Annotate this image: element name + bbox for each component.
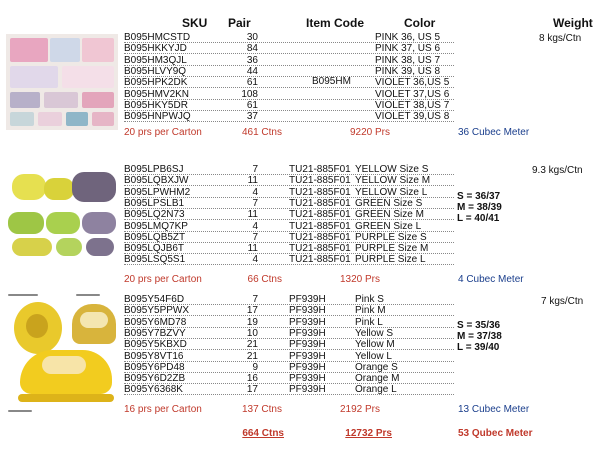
- color-cell: PINK 39, US 8: [375, 65, 441, 77]
- pair-cell: 108: [241, 88, 258, 100]
- color-cell: YELLOW Size S: [355, 164, 429, 175]
- color-cell: PINK 38, US 7: [375, 54, 441, 66]
- pair-cell: 84: [246, 43, 258, 55]
- item-code-cell: PF939H: [289, 305, 326, 317]
- sku-cell: B095HMV2KN: [124, 88, 190, 100]
- size-legend-group-3: [457, 320, 502, 353]
- sku-cell: B095LPSLB1: [124, 197, 185, 209]
- item-code-cell: TU21-885F01: [289, 197, 351, 209]
- item-code-cell: TU21-885F01: [289, 220, 351, 232]
- sku-cell: B095HNPWJQ: [124, 111, 191, 123]
- pair-cell: 16: [246, 373, 258, 385]
- sku-cell: B095HKKYJD: [124, 43, 187, 55]
- pair-cell: 21: [246, 350, 258, 362]
- prs-group-2: 1320 Prs: [339, 274, 380, 285]
- item-code-cell: TU21-885F01: [289, 186, 351, 198]
- item-code-cell: TU21-885F01: [289, 175, 351, 187]
- item-code-cell: PF939H: [289, 373, 326, 385]
- color-cell: VIOLET 38,US 7: [375, 99, 450, 111]
- item-code-group-1: B095HM: [312, 76, 351, 87]
- sku-cell: B095Y54F6D: [124, 294, 185, 305]
- ctns-group-1: 461 Ctns: [241, 127, 282, 138]
- pair-cell: 37: [246, 111, 258, 123]
- item-code-cell: PF939H: [289, 350, 326, 362]
- color-cell: Yellow S: [355, 327, 393, 339]
- item-code-cell: PF939H: [289, 327, 326, 339]
- color-cell: Pink L: [355, 316, 383, 328]
- item-code-cell: PF939H: [289, 384, 326, 396]
- pair-cell: 19: [246, 316, 258, 328]
- item-code-cell: TU21-885F01: [289, 209, 351, 221]
- color-cell: VIOLET 36,US 5: [375, 77, 450, 89]
- color-cell: GREEN Size M: [355, 209, 424, 221]
- color-cell: YELLOW Size L: [355, 186, 428, 198]
- sku-cell: B095HLVY9Q: [124, 65, 187, 77]
- color-cell: PURPLE Size M: [355, 243, 429, 255]
- header-item-code: Item Code: [306, 16, 365, 30]
- color-cell: VIOLET 39,US 8: [375, 111, 450, 123]
- color-cell: Yellow L: [355, 350, 392, 362]
- item-code-cell: PF939H: [289, 361, 326, 373]
- weight-group-2: 9.3 kgs/Ctn: [532, 165, 583, 176]
- header-pair: Pair: [228, 16, 251, 30]
- sku-cell: B095LQB5ZT: [124, 231, 186, 243]
- header-color: Color: [404, 16, 436, 30]
- pair-cell: 10: [246, 327, 258, 339]
- prs-group-3: 2192 Prs: [339, 404, 380, 415]
- sku-cell: B095Y6368K: [124, 384, 183, 396]
- pair-cell: 9: [252, 361, 258, 373]
- pair-cell: 11: [247, 209, 258, 221]
- product-photo-slides-collage: [6, 34, 118, 130]
- item-code-cell: TU21-885F01: [289, 164, 351, 175]
- color-cell: YELLOW Size M: [355, 175, 431, 187]
- size-legend-m: M = 37/38: [457, 331, 502, 342]
- total-prs: 12732 Prs: [345, 428, 392, 439]
- pair-cell: 61: [246, 99, 258, 111]
- product-photo-yellow-clog: [4, 290, 122, 422]
- size-legend-s: S = 35/36: [457, 320, 501, 331]
- product-photo-fuzzy-slippers: [6, 168, 118, 260]
- color-cell: Orange S: [355, 361, 398, 373]
- row-divider: [124, 264, 454, 265]
- sku-cell: B095HMCSTD: [124, 32, 191, 43]
- pair-cell: 21: [246, 339, 258, 351]
- per-carton-group-3: 16 prs per Carton: [124, 404, 202, 415]
- color-cell: PURPLE Size L: [355, 254, 426, 266]
- size-legend-m: M = 38/39: [457, 202, 502, 213]
- pair-cell: 7: [252, 164, 258, 175]
- color-cell: Yellow M: [355, 339, 395, 351]
- color-cell: Pink S: [355, 294, 384, 305]
- sku-cell: B095Y6PD48: [124, 361, 185, 373]
- item-code-cell: TU21-885F01: [289, 254, 351, 266]
- sku-cell: B095LQJB6T: [124, 243, 185, 255]
- size-legend-l: L = 39/40: [457, 342, 500, 353]
- sku-cell: B095Y8VT16: [124, 350, 184, 362]
- item-code-cell: PF939H: [289, 294, 326, 305]
- sku-cell: B095LMQ7KP: [124, 220, 188, 232]
- color-cell: GREEN Size L: [355, 220, 422, 232]
- sku-cell: B095HM3QJL: [124, 54, 187, 66]
- pair-cell: 36: [246, 54, 258, 66]
- volume-group-1: 36 Cubec Meter: [458, 127, 530, 138]
- ctns-group-2: 66 Ctns: [247, 274, 282, 285]
- pair-cell: 61: [246, 77, 258, 89]
- size-legend-l: L = 40/41: [457, 213, 500, 224]
- weight-group-1: 8 kgs/Ctn: [539, 33, 582, 44]
- pair-cell: 30: [246, 32, 258, 43]
- row-divider: [124, 394, 454, 395]
- per-carton-group-1: 20 prs per Carton: [124, 127, 202, 138]
- color-cell: PINK 36, US 5: [375, 32, 441, 43]
- pair-cell: 17: [246, 384, 258, 396]
- prs-group-1: 9220 Prs: [349, 127, 390, 138]
- pair-cell: 7: [252, 231, 258, 243]
- ctns-group-3: 137 Ctns: [241, 404, 282, 415]
- total-volume: 53 Qubec Meter: [458, 428, 533, 439]
- sku-cell: B095LSQ5S1: [124, 254, 186, 266]
- pair-cell: 17: [246, 305, 258, 317]
- item-code-cell: TU21-885F01: [289, 231, 351, 243]
- sku-cell: B095LPWHM2: [124, 186, 191, 198]
- row-divider: [124, 121, 454, 122]
- sku-cell: B095Y6MD78: [124, 316, 187, 328]
- per-carton-group-2: 20 prs per Carton: [124, 274, 202, 285]
- total-ctns: 664 Ctns: [242, 428, 284, 439]
- header-sku: SKU: [182, 16, 208, 30]
- pair-cell: 11: [247, 243, 258, 255]
- color-cell: PINK 37, US 6: [375, 43, 441, 55]
- pair-cell: 11: [247, 175, 258, 187]
- color-cell: Orange M: [355, 373, 400, 385]
- color-cell: GREEN Size S: [355, 197, 423, 209]
- sku-cell: B095Y6D2ZB: [124, 373, 186, 385]
- pair-cell: 44: [246, 65, 258, 77]
- sku-cell: B095HPK2DK: [124, 77, 188, 89]
- color-cell: VIOLET 37,US 6: [375, 88, 450, 100]
- header-weight: Weight: [553, 16, 593, 30]
- sku-cell: B095Y5KBXD: [124, 339, 187, 351]
- size-legend-group-2: [457, 191, 502, 224]
- sku-cell: B095HKY5DR: [124, 99, 188, 111]
- item-code-cell: PF939H: [289, 316, 326, 328]
- volume-group-2: 4 Cubec Meter: [458, 274, 524, 285]
- sku-cell: B095LPB6SJ: [124, 164, 184, 175]
- sku-cell: B095Y5PPWX: [124, 305, 190, 317]
- pair-cell: 7: [252, 197, 258, 209]
- color-cell: Orange L: [355, 384, 397, 396]
- sku-cell: B095Y7BZVY: [124, 327, 186, 339]
- weight-group-3: 7 kgs/Ctn: [541, 296, 584, 307]
- pair-cell: 4: [252, 220, 258, 232]
- color-cell: PURPLE Size S: [355, 231, 427, 243]
- item-code-cell: TU21-885F01: [289, 243, 351, 255]
- color-cell: Pink M: [355, 305, 386, 317]
- pair-cell: 4: [252, 186, 258, 198]
- item-code-cell: PF939H: [289, 339, 326, 351]
- pair-cell: 7: [252, 294, 258, 305]
- pair-cell: 4: [252, 254, 258, 266]
- sku-cell: B095LQ2N73: [124, 209, 185, 221]
- volume-group-3: 13 Cubec Meter: [458, 404, 530, 415]
- size-legend-s: S = 36/37: [457, 191, 501, 202]
- sku-cell: B095LQBXJW: [124, 175, 189, 187]
